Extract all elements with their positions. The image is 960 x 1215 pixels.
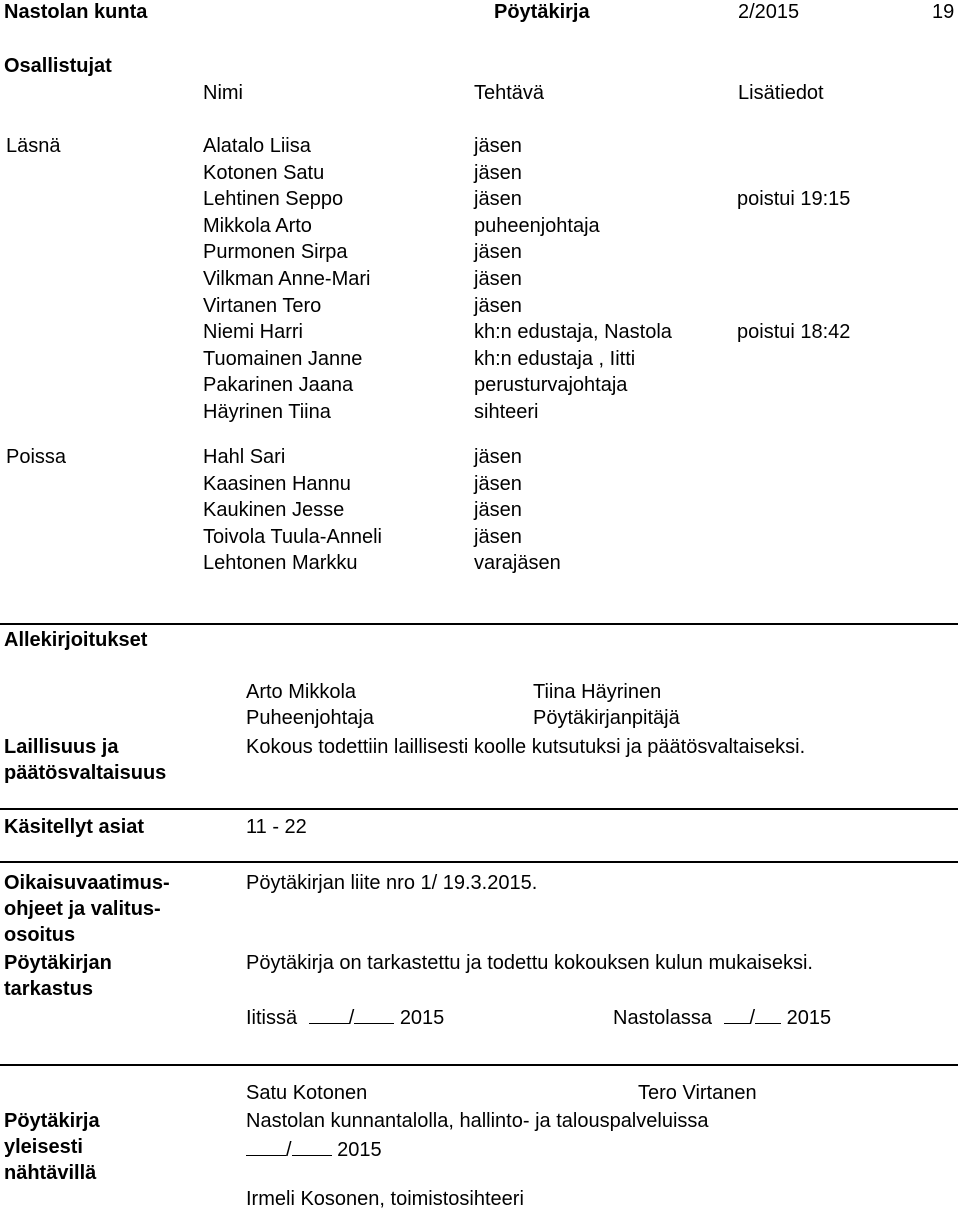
legality-text: Kokous todettiin laillisesti koolle kutsutuksi ja päätösvaltaiseksi.	[246, 736, 806, 758]
participant-role: jäsen	[474, 499, 522, 522]
participant-role: jäsen	[474, 294, 522, 317]
participant-note: poistui 19:15	[737, 188, 851, 211]
participant-name: Purmonen Sirpa	[203, 241, 348, 264]
participant-role: jäsen	[474, 525, 522, 548]
review-date-nastola	[613, 1005, 831, 1028]
column-header-name: Nimi	[203, 82, 243, 104]
participant-role: jäsen	[474, 472, 522, 495]
page-number: 19	[932, 1, 955, 23]
place-iitti: Iitissä	[246, 1007, 298, 1029]
section-divider	[0, 808, 958, 810]
public-signer: Irmeli Kosonen, toimistosihteeri	[246, 1188, 524, 1210]
participant-role: kh:n edustaja , Iitti	[474, 347, 636, 370]
date-slash: /	[749, 1007, 756, 1029]
public-label-line1: Pöytäkirja	[4, 1110, 100, 1132]
issue-number: 2/2015	[738, 1, 800, 23]
participant-name: Mikkola Arto	[203, 214, 312, 237]
month-blank	[292, 1137, 332, 1156]
column-header-role: Tehtävä	[474, 82, 545, 104]
participant-name: Niemi Harri	[203, 321, 303, 344]
public-label-line3: nähtävillä	[4, 1162, 97, 1184]
appeal-label-line3: osoitus	[4, 924, 76, 946]
secretary-name: Tiina Häyrinen	[533, 681, 662, 703]
participant-name: Alatalo Liisa	[203, 135, 311, 157]
participant-role: jäsen	[474, 446, 522, 468]
participant-role: perusturvajohtaja	[474, 374, 628, 397]
date-slash: /	[348, 1007, 355, 1029]
public-label-line2: yleisesti	[4, 1136, 83, 1158]
participant-role: varajäsen	[474, 552, 561, 575]
review-label-line1: Pöytäkirjan	[4, 952, 112, 974]
appeal-text: Pöytäkirjan liite nro 1/ 19.3.2015.	[246, 872, 538, 894]
year: 2015	[786, 1007, 832, 1029]
participant-role: jäsen	[474, 161, 522, 184]
reviewer-1: Satu Kotonen	[246, 1082, 368, 1104]
month-blank	[354, 1005, 394, 1024]
section-divider	[0, 623, 958, 625]
day-blank	[309, 1005, 349, 1024]
participant-role: jäsen	[474, 241, 522, 264]
participant-name: Häyrinen Tiina	[203, 401, 331, 423]
public-date	[246, 1137, 382, 1160]
section-divider	[0, 1064, 958, 1066]
public-location: Nastolan kunnantalolla, hallinto- ja talouspalveluissa	[246, 1110, 709, 1132]
org-name: Nastolan kunta	[4, 1, 148, 23]
items-label: Käsitellyt asiat	[4, 816, 145, 838]
appeal-label-line1: Oikaisuvaatimus-	[4, 872, 170, 894]
month-blank	[755, 1005, 781, 1024]
participant-name: Toivola Tuula-Anneli	[203, 525, 382, 548]
chair-name: Arto Mikkola	[246, 681, 357, 703]
chair-title: Puheenjohtaja	[246, 707, 374, 729]
participant-role: jäsen	[474, 268, 522, 290]
legality-label-line1: Laillisuus ja	[4, 736, 119, 758]
participant-name: Virtanen Tero	[203, 294, 322, 317]
items-value: 11 - 22	[246, 816, 307, 838]
year: 2015	[399, 1007, 445, 1029]
participant-name: Hahl Sari	[203, 446, 286, 468]
signatures-heading: Allekirjoitukset	[4, 629, 148, 651]
year: 2015	[337, 1139, 382, 1161]
participant-name: Kotonen Satu	[203, 161, 325, 184]
participants-heading: Osallistujat	[4, 55, 112, 77]
participant-role: puheenjohtaja	[474, 214, 600, 237]
review-date-iitti	[246, 1005, 444, 1028]
present-label: Läsnä	[6, 135, 61, 157]
doc-type: Pöytäkirja	[494, 1, 590, 23]
day-blank	[724, 1005, 750, 1024]
participant-role: sihteeri	[474, 401, 539, 423]
appeal-label-line2: ohjeet ja valitus-	[4, 898, 161, 920]
day-blank	[246, 1137, 286, 1156]
participant-role: jäsen	[474, 188, 522, 211]
date-slash: /	[286, 1139, 292, 1161]
participant-name: Lehtinen Seppo	[203, 188, 344, 211]
section-divider	[0, 861, 958, 863]
review-text: Pöytäkirja on tarkastettu ja todettu kokouksen kulun mukaiseksi.	[246, 952, 813, 974]
participant-name: Tuomainen Janne	[203, 347, 363, 370]
participant-name: Pakarinen Jaana	[203, 374, 354, 397]
reviewer-2: Tero Virtanen	[638, 1082, 757, 1104]
absent-label: Poissa	[6, 446, 67, 468]
participant-note: poistui 18:42	[737, 321, 851, 344]
column-header-notes: Lisätiedot	[738, 82, 824, 104]
place-nastola: Nastolassa	[613, 1007, 712, 1029]
participant-name: Vilkman Anne-Mari	[203, 268, 371, 290]
secretary-title: Pöytäkirjanpitäjä	[533, 707, 680, 729]
participant-name: Lehtonen Markku	[203, 552, 358, 575]
participant-role: kh:n edustaja, Nastola	[474, 321, 672, 344]
participant-name: Kaasinen Hannu	[203, 472, 351, 495]
legality-label-line2: päätösvaltaisuus	[4, 762, 167, 784]
participant-role: jäsen	[474, 135, 522, 157]
review-label-line2: tarkastus	[4, 978, 93, 1000]
participant-name: Kaukinen Jesse	[203, 499, 345, 522]
